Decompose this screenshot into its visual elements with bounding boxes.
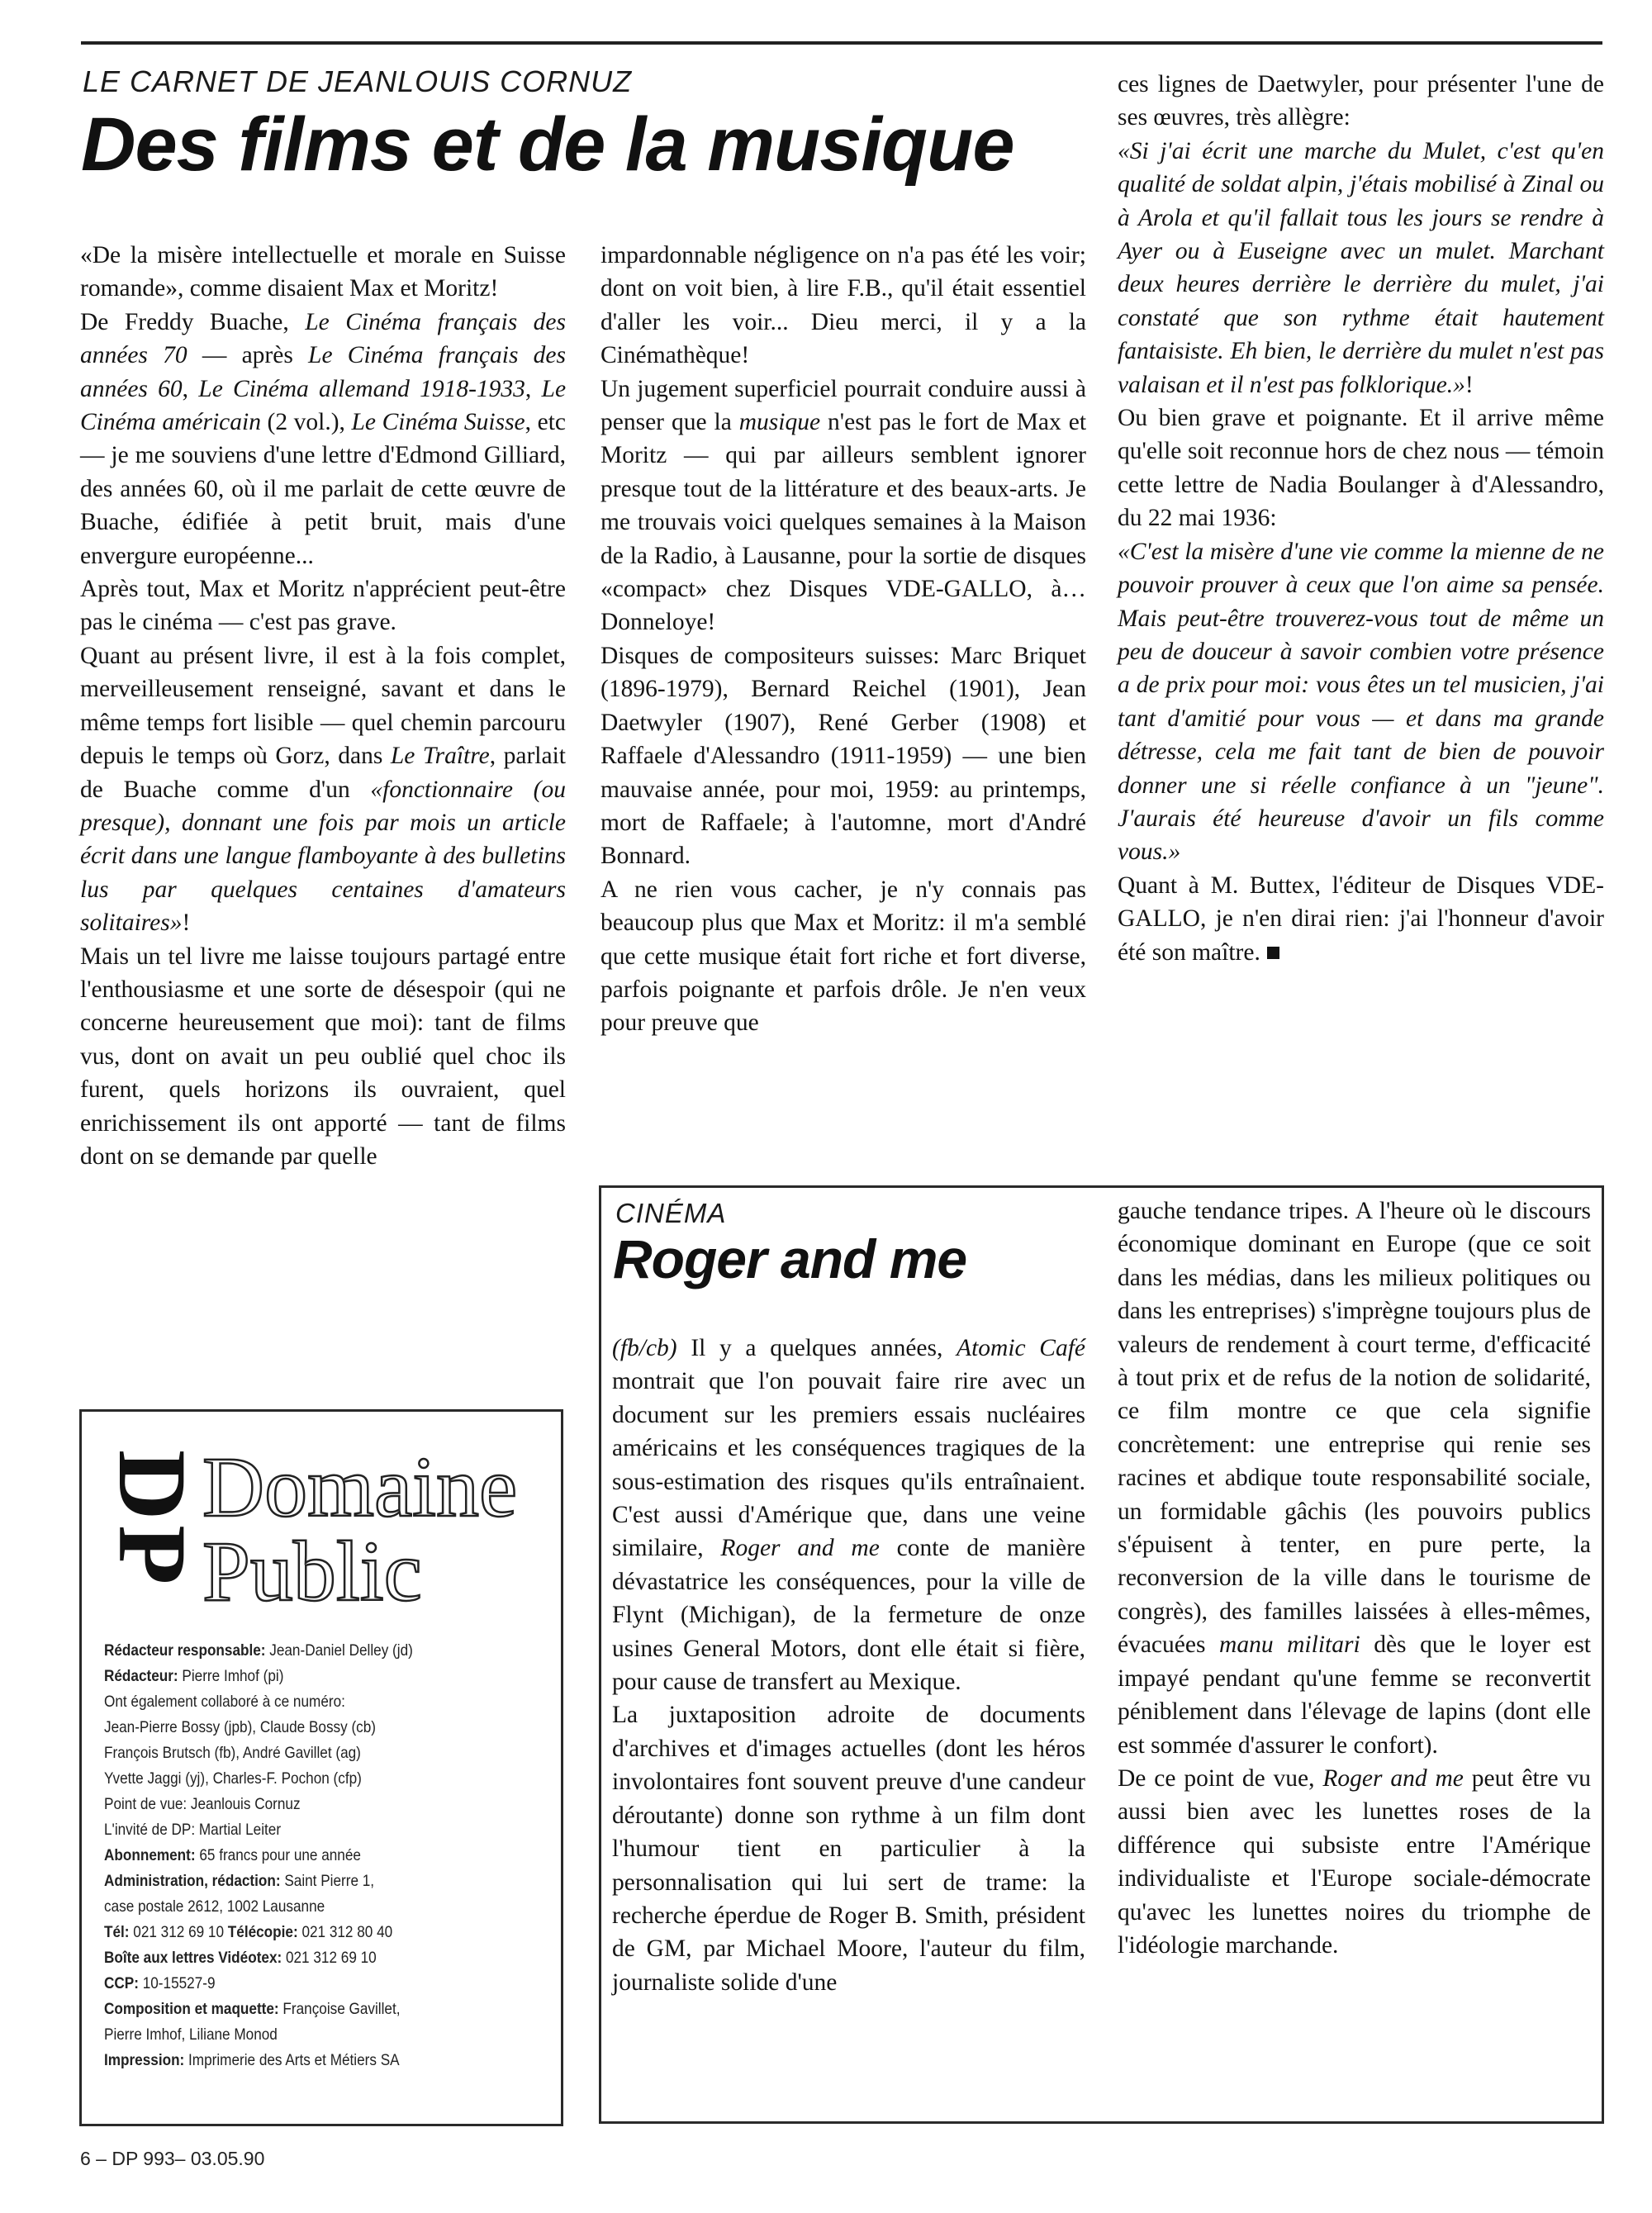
credit-line: Rédacteur responsable: Jean-Daniel Delley (jd) — [104, 1641, 413, 1660]
paragraph: Quant à M. Buttex, l'éditeur de Disques VDE-GALLO, je n'en dirai rien: j'ai l'honneur d'avoir été son maître. — [1118, 871, 1604, 966]
article1-column-1 — [80, 239, 566, 1173]
paragraph: A ne rien vous cacher, je n'y connais pas beaucoup plus que Max et Moritz: il m'a semblé que cette musique était fort riche et fort diverse, parfois poignante et parfois drôle. Je n'en veux pour preuve que — [601, 876, 1086, 1037]
cinema-column-1 — [612, 1332, 1085, 1999]
paragraph: La juxtaposition adroite de documents d'archives et d'images actuelles (dont les héros involontaires font souvent preuve d'une candeur déroutante) donne son rythme à un film dont l'humour tient en particulier à la personnalisation qui lui sert de trame: la recherche éperdue de Roger B. Smith, président de GM, par Michael Moore, l'auteur du film, journaliste solide d'une — [612, 1702, 1085, 1996]
masthead-title-line1: Domaine — [202, 1440, 518, 1535]
paragraph: Disques de compositeurs suisses: Marc Briquet (1896-1979), Bernard Reichel (1901), Jean Daetwyler (1907), René Gerber (1908) et Raffaele d'Alessandro (1911-1959) — une bien mauvaise année, pour moi, 1959: au printemps, mort de Raffaele; à l'automne, mort d'André Bonnard. — [601, 642, 1086, 870]
paragraph: De Freddy Buache, Le Cinéma français des années 70 — après Le Cinéma français des années 60, Le Cinéma allemand 1918-1933, Le Cinéma américain (2 vol.), Le Cinéma Suisse, etc — je me souviens d'une lettre d'Edmond Gilliard, des années 60, où il me parlait de cette œuvre de Buache, édifiée à petit bruit, mais d'une envergure européenne... — [80, 308, 567, 569]
top-rule — [81, 41, 1602, 45]
credit-line: case postale 2612, 1002 Lausanne — [104, 1897, 325, 1916]
paragraph: Ou bien grave et poignante. Et il arrive même qu'elle soit reconnue hors de chez nous — témoin cette lettre de Nadia Boulanger à d'Alessandro, du 22 mai 1936: — [1118, 405, 1604, 532]
paragraph: ces lignes de Daetwyler, pour présenter l'une de ses œuvres, très allègre: — [1118, 71, 1604, 131]
credit-line: Point de vue: Jeanlouis Cornuz — [104, 1795, 301, 1813]
article1-column-2 — [601, 239, 1086, 1040]
paragraph: Un jugement superficiel pourrait conduire aussi à penser que la musique n'est pas le fort de Max et Moritz — qui par ailleurs semblent ignorer presque tout de la littérature et des beaux-arts. Je me trouvais voici quelques semaines à la Maison de la Radio, à Lausanne, pour la sortie de disques «compact» chez Disques VDE-GALLO, à… Donneloye! — [601, 375, 1087, 636]
page-footer: 6 – DP 993– 03.05.90 — [80, 2148, 265, 2169]
credit-line: François Brutsch (fb), André Gavillet (ag) — [104, 1744, 361, 1762]
credit-line: Abonnement: 65 francs pour une année — [104, 1846, 361, 1864]
paragraph: «De la misère intellectuelle et morale en Suisse romande», comme disaient Max et Moritz! — [80, 242, 566, 302]
paragraph: impardonnable négligence on n'a pas été les voir; dont on voit bien, à lire F.B., qu'il était essentiel d'aller les voir... Dieu merci, il y a la Cinémathèque! — [601, 242, 1086, 369]
masthead-title-line2: Public — [202, 1524, 422, 1619]
credit-line: Ont également collaboré à ce numéro: — [104, 1693, 345, 1711]
masthead-credits — [104, 1638, 569, 2073]
paragraph: (fb/cb) Il y a quelques années, Atomic Café montrait que l'on pouvait faire rire avec un document sur les premiers essais nucléaires américains et les conséquences tragiques de la sous-estimation des risques qu'ils entraînaient. C'est aussi d'Amérique que, dans une veine similaire, Roger and me conte de manière dévastatrice les conséquences, pour la ville de Flynt (Michigan), de la fermeture de onze usines General Motors, dont elle était si fière, pour cause de transfert au Mexique. — [612, 1335, 1085, 1696]
credit-line: L'invité de DP: Martial Leiter — [104, 1821, 282, 1839]
credit-line: Yvette Jaggi (yj), Charles-F. Pochon (cfp) — [104, 1769, 362, 1788]
paragraph: De ce point de vue, Roger and me peut être vu aussi bien avec les lunettes roses de la différence qui subsiste entre l'Amérique individualiste et l'Europe sociale-démocrate qu'avec les lunettes noires du triomphe de l'idéologie marchande. — [1118, 1764, 1591, 1959]
credit-line: Tél: 021 312 69 10 Télécopie: 021 312 80 40 — [104, 1923, 393, 1941]
paragraph: Mais un tel livre me laisse toujours partagé entre l'enthousiasme et une sorte de désespoir (qui ne concerne heureusement que moi): tant de films vus, dont on avait un peu oublié quel choc ils furent, quels horizons ils ouvraient, quel enrichissement ils ont apporté — tant de films dont on se demande par quelle — [80, 943, 566, 1170]
paragraph: Après tout, Max et Moritz n'apprécient peut-être pas le cinéma — c'est pas grave. — [80, 576, 566, 636]
credit-line: Composition et maquette: Françoise Gavillet, — [104, 2000, 401, 2018]
credit-line: Pierre Imhof, Liliane Monod — [104, 2025, 278, 2044]
cinema-title: Roger and me — [613, 1228, 967, 1289]
credit-line: Impression: Imprimerie des Arts et Métiers SA — [104, 2051, 400, 2069]
credit-line: Rédacteur: Pierre Imhof (pi) — [104, 1667, 284, 1685]
paragraph: «C'est la misère d'une vie comme la mienne de ne pouvoir prouver à ceux que l'on aime sa pensée. Mais peut-être trouverez-vous tout de même un peu de douceur à savoir combien votre présence a de prix pour moi: vous êtes un tel musicien, j'ai tant d'amitié pour vous — et dans ma grande détresse, cela me fait tant de bien de pouvoir donner une si réelle confiance à un "jeune". J'aurais été heureuse d'avoir un fils comme vous.» — [1118, 538, 1604, 866]
article1-column-3 — [1118, 68, 1604, 969]
credit-line: Jean-Pierre Bossy (jpb), Claude Bossy (cb) — [104, 1718, 377, 1736]
end-of-article-icon — [1267, 947, 1279, 959]
credit-line: Boîte aux lettres Vidéotex: 021 312 69 10 — [104, 1949, 377, 1967]
article-kicker: LE CARNET DE JEANLOUIS CORNUZ — [83, 64, 633, 98]
paragraph: «Si j'ai écrit une marche du Mulet, c'est qu'en qualité de soldat alpin, j'étais mobilisé à Zinal ou à Arola et qu'il fallait tous les jours se rendre à Ayer ou à Euseigne avec un mulet. Marchant deux heures derrière le derrière du mulet, j'ai constaté que son rythme était hautement fantaisiste. Eh bien, le derrière du mulet n'est pas valaisan et il n'est pas folklorique.»! — [1118, 137, 1604, 398]
credit-line: CCP: 10-15527-9 — [104, 1974, 216, 1992]
paragraph: gauche tendance tripes. A l'heure où le discours économique dominant en Europe (que ce soit dans les médias, dans les milieux politiques ou dans les entreprises) s'imprègne toujours plus de valeurs de rendement à court terme, d'efficacité à tout prix et de refus de la notion de solidarité, ce film montre ce que cela signifie concrètement: une entreprise qui renie ses racines et abdique toute responsabilité sociale, un formidable gâchis (les pouvoirs publics s'épuisent à tenter, en pure perte, la reconversion de la ville dans le tourisme de congrès), des familles laissées à elles-mêmes, évacuées manu militari dès que le loyer est impayé pendant qu'une femme se reconvertit péniblement dans l'élevage de lapins (dont elle est sommée d'assurer le confort). — [1118, 1198, 1591, 1759]
cinema-kicker: CINÉMA — [615, 1198, 727, 1228]
paragraph: Quant au présent livre, il est à la fois complet, merveilleusement renseigné, savant et dans le même temps fort lisible — quel chemin parcouru depuis le temps où Gorz, dans Le Traître, parlait de Buache comme d'un «fonctionnaire (ou presque), donnant une fois par mois un article écrit dans une langue flamboyante à des bulletins lus par quelques centaines d'amateurs solitaires»! — [80, 642, 566, 937]
cinema-column-2 — [1118, 1194, 1591, 1962]
article-title: Des films et de la musique — [81, 102, 1014, 187]
credit-line: Administration, rédaction: Saint Pierre 1, — [104, 1872, 375, 1890]
masthead-initials: DP — [98, 1450, 206, 1590]
